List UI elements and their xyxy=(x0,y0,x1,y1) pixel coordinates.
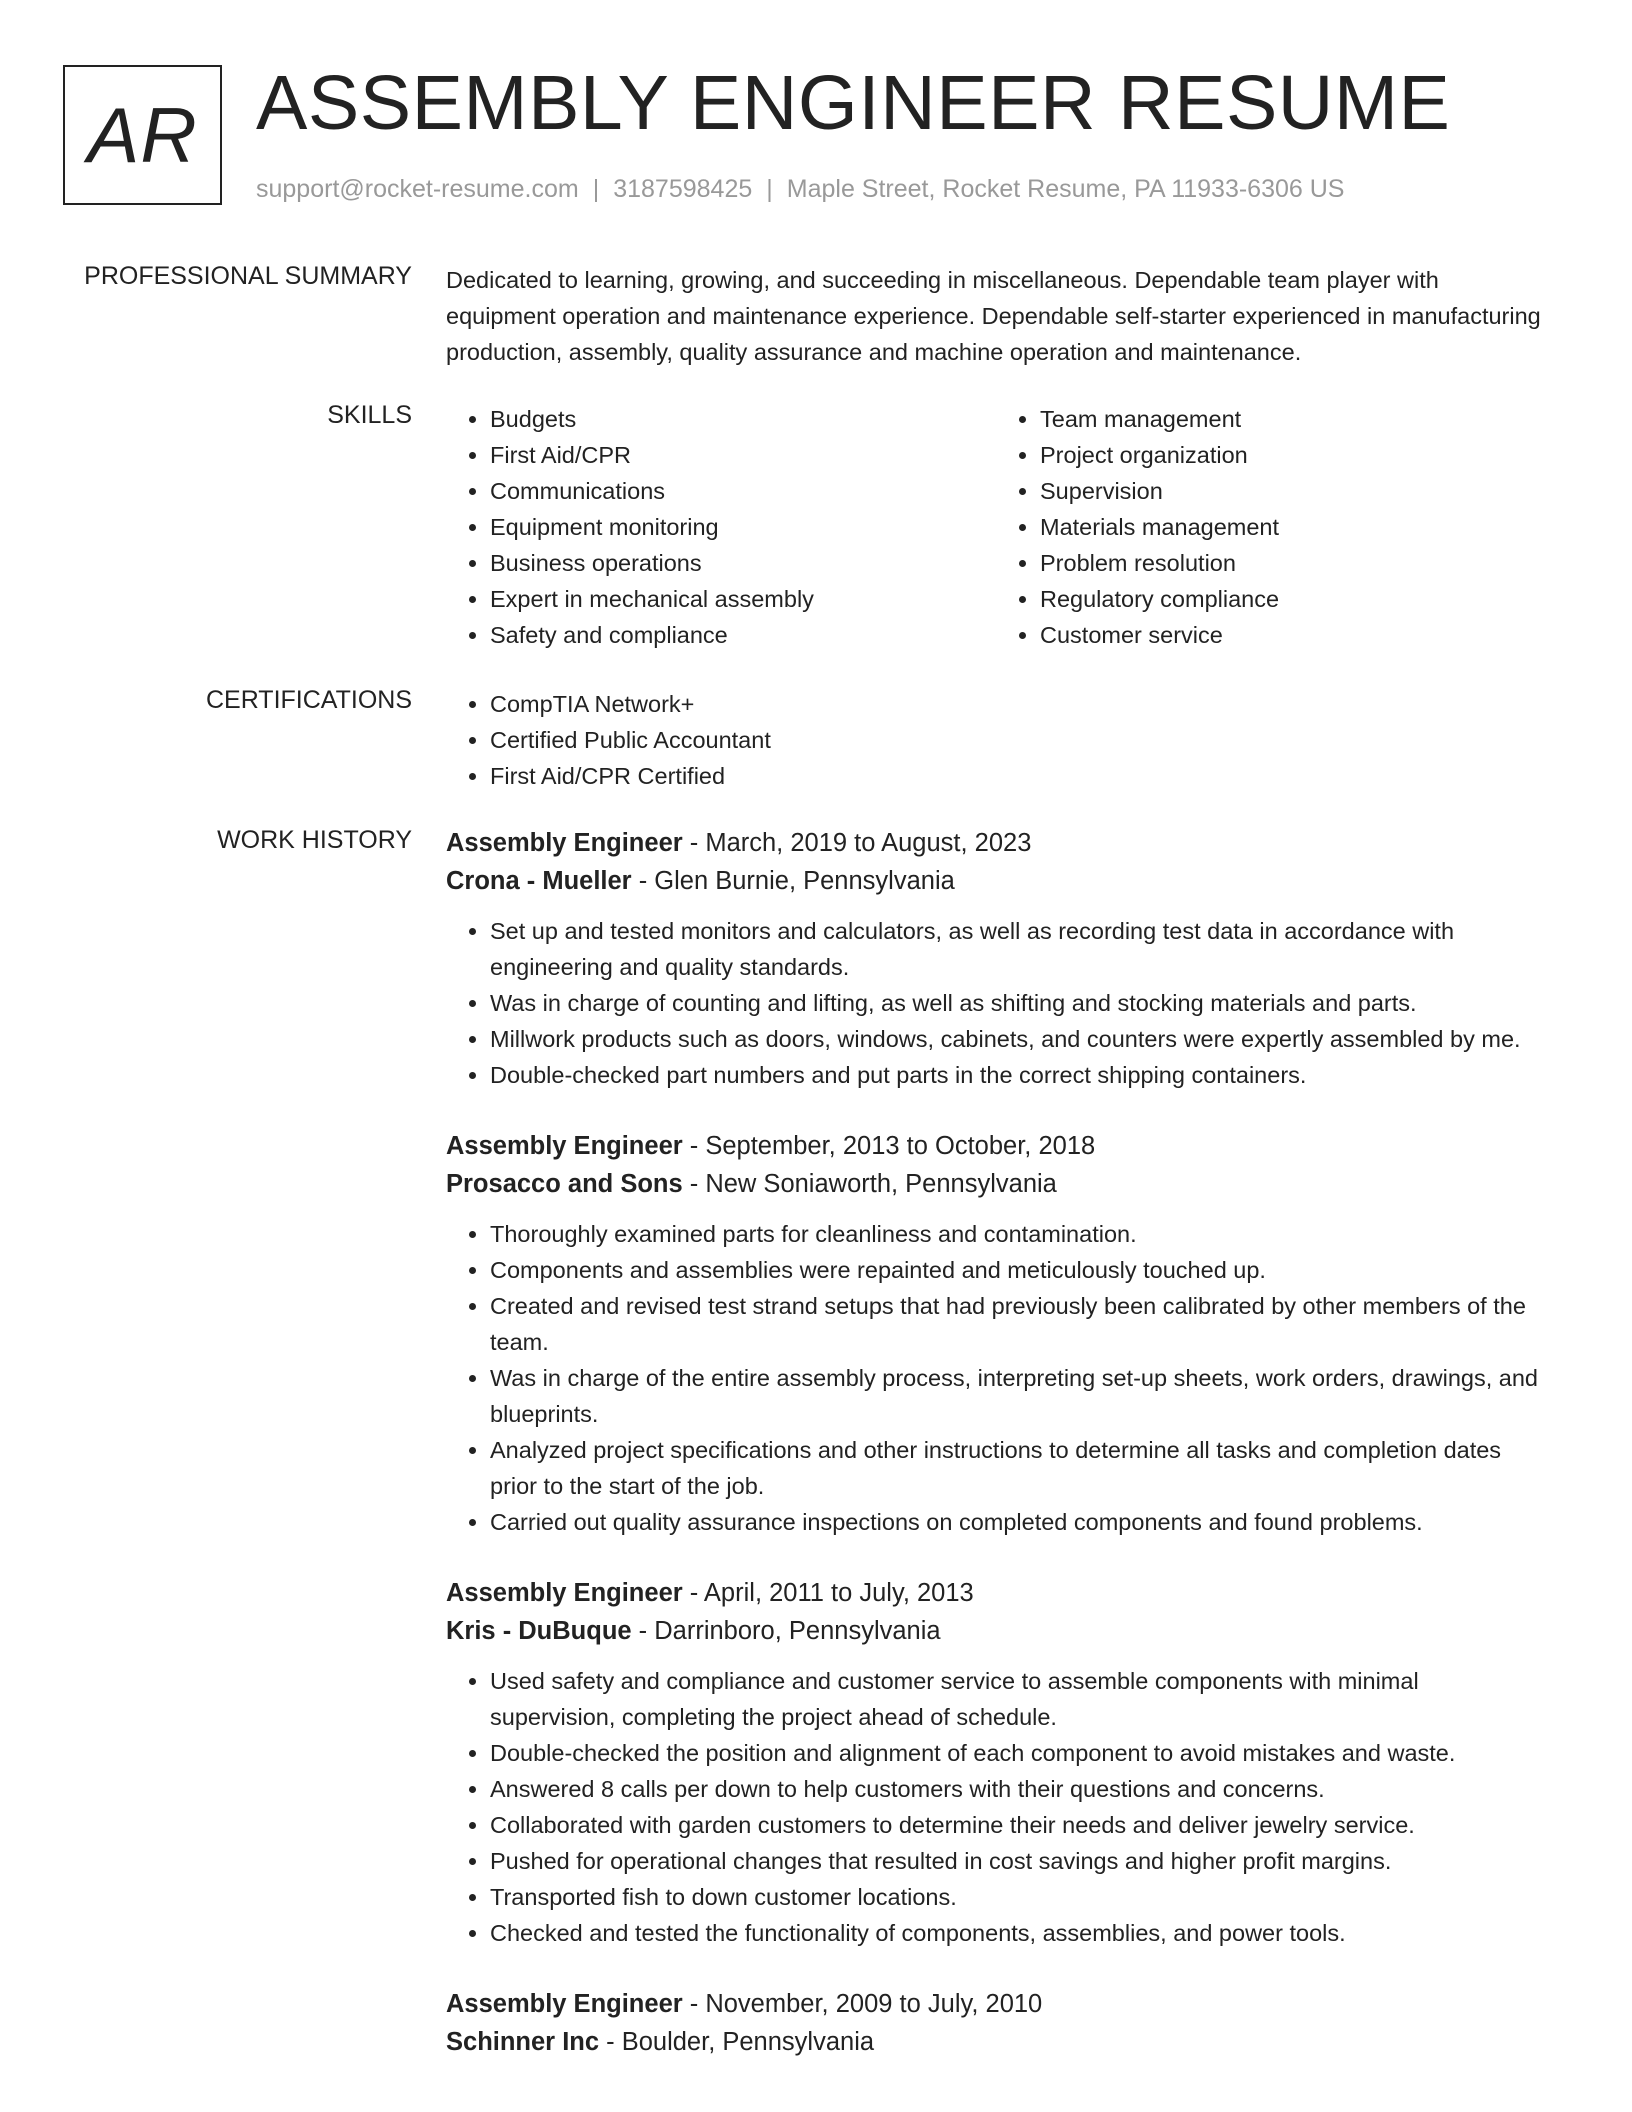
job-duty: • Created and revised test strand setups that had previously been calibrated by other members of the team. xyxy=(490,1288,1546,1360)
contact-separator: | xyxy=(592,175,600,203)
skill-item: • Equipment monitoring xyxy=(490,509,996,545)
skills-body xyxy=(446,401,1546,653)
skills-label: SKILLS xyxy=(327,401,412,429)
job-company-line xyxy=(446,1165,1546,1203)
skill-item: • Materials management xyxy=(1040,509,1546,545)
job-location: - Glen Burnie, Pennsylvania xyxy=(631,867,955,895)
contact-phone: 3187598425 xyxy=(613,175,753,203)
skill-item: • Business operations xyxy=(490,545,996,581)
skill-item: • Regulatory compliance xyxy=(1040,581,1546,617)
job-duty: • Used safety and compliance and customer service to assemble components with minimal supervision, completing the project ahead of schedule. xyxy=(490,1663,1546,1735)
skill-item: • Communications xyxy=(490,473,996,509)
skill-item: • Budgets xyxy=(490,401,996,437)
work-history-label: WORK HISTORY xyxy=(217,826,412,854)
certifications-list xyxy=(446,686,1546,794)
job-company: Schinner Inc xyxy=(446,2028,600,2056)
job-duty: • Analyzed project specifications and other instructions to determine all tasks and completion dates prior to the start of the job. xyxy=(490,1432,1546,1504)
skills-list-right xyxy=(996,401,1546,653)
job-company: Crona - Mueller xyxy=(446,867,632,895)
job-duty: • Answered 8 calls per down to help customers with their questions and concerns. xyxy=(490,1771,1546,1807)
contact-email: support@rocket-resume.com xyxy=(256,175,579,203)
skills-list-left xyxy=(446,401,996,653)
certification-item: • First Aid/CPR Certified xyxy=(490,758,1546,794)
job-duty: • Transported fish to down customer locations. xyxy=(490,1879,1546,1915)
job-title: Assembly Engineer xyxy=(446,1579,683,1607)
contact-line xyxy=(256,175,1344,204)
job-title: Assembly Engineer xyxy=(446,1990,683,2018)
job-company-line xyxy=(446,862,1546,900)
job-entry xyxy=(446,824,1546,1093)
skill-item: • Safety and compliance xyxy=(490,617,996,653)
certification-item: • Certified Public Accountant xyxy=(490,722,1546,758)
job-duty: • Double-checked the position and alignment of each component to avoid mistakes and waste. xyxy=(490,1735,1546,1771)
summary-label: PROFESSIONAL SUMMARY xyxy=(84,262,412,290)
skill-item: • Customer service xyxy=(1040,617,1546,653)
job-duty: • Millwork products such as doors, windows, cabinets, and counters were expertly assembled by me. xyxy=(490,1021,1546,1057)
job-duties-list xyxy=(446,1216,1546,1540)
job-duty: • Checked and tested the functionality of components, assemblies, and power tools. xyxy=(490,1915,1546,1951)
job-duty: • Was in charge of counting and lifting, as well as shifting and stocking materials and parts. xyxy=(490,985,1546,1021)
skill-item: • Supervision xyxy=(1040,473,1546,509)
job-entry xyxy=(446,1574,1546,1951)
job-location: - New Soniaworth, Pennsylvania xyxy=(682,1170,1057,1198)
skill-item: • Team management xyxy=(1040,401,1546,437)
job-location: - Darrinboro, Pennsylvania xyxy=(631,1617,941,1645)
job-title-line xyxy=(446,1985,1546,2023)
job-duty: • Thoroughly examined parts for cleanliness and contamination. xyxy=(490,1216,1546,1252)
job-dates: - March, 2019 to August, 2023 xyxy=(682,829,1032,857)
job-company: Kris - DuBuque xyxy=(446,1617,632,1645)
page-title: ASSEMBLY ENGINEER RESUME xyxy=(256,60,1451,146)
job-duties-list xyxy=(446,913,1546,1093)
job-dates: - November, 2009 to July, 2010 xyxy=(682,1990,1043,2018)
job-location: - Boulder, Pennsylvania xyxy=(599,2028,875,2056)
skill-item: • Project organization xyxy=(1040,437,1546,473)
job-title-line xyxy=(446,1574,1546,1612)
job-company: Prosacco and Sons xyxy=(446,1170,683,1198)
job-duty: • Set up and tested monitors and calculators, as well as recording test data in accordance with engineering and quality standards. xyxy=(490,913,1546,985)
contact-address: Maple Street, Rocket Resume, PA 11933-6306 US xyxy=(786,175,1345,203)
job-dates: - September, 2013 to October, 2018 xyxy=(682,1132,1096,1160)
job-duty: • Collaborated with garden customers to determine their needs and deliver jewelry service. xyxy=(490,1807,1546,1843)
certifications-label: CERTIFICATIONS xyxy=(205,686,412,714)
job-dates: - April, 2011 to July, 2013 xyxy=(682,1579,974,1607)
monogram-initials: AR xyxy=(87,90,198,179)
job-duty: • Components and assemblies were repainted and meticulously touched up. xyxy=(490,1252,1546,1288)
job-entry xyxy=(446,1985,1546,2061)
job-company-line xyxy=(446,1612,1546,1650)
skill-item: • Expert in mechanical assembly xyxy=(490,581,996,617)
job-duty: • Double-checked part numbers and put parts in the correct shipping containers. xyxy=(490,1057,1546,1093)
certification-item: • CompTIA Network+ xyxy=(490,686,1546,722)
summary-body xyxy=(446,262,1546,370)
job-title: Assembly Engineer xyxy=(446,1132,683,1160)
job-duty: • Pushed for operational changes that resulted in cost savings and higher profit margins. xyxy=(490,1843,1546,1879)
job-duties-list xyxy=(446,1663,1546,1951)
skill-item: • Problem resolution xyxy=(1040,545,1546,581)
job-duty: • Was in charge of the entire assembly process, interpreting set-up sheets, work orders, drawings, and blueprints. xyxy=(490,1360,1546,1432)
contact-separator: | xyxy=(766,175,773,203)
job-title-line xyxy=(446,1127,1546,1165)
skill-item: • First Aid/CPR xyxy=(490,437,996,473)
certifications-body xyxy=(446,686,1546,794)
monogram-badge xyxy=(63,65,222,205)
job-duty: • Carried out quality assurance inspections on completed components and found problems. xyxy=(490,1504,1546,1540)
job-title-line xyxy=(446,824,1546,862)
job-company-line xyxy=(446,2023,1546,2061)
job-entry xyxy=(446,1127,1546,1540)
summary-text: Dedicated to learning, growing, and succeeding in miscellaneous. Dependable team player with equipment operation and maintenance experience. Dependable self-starter experienced in manufacturing production, assembly, quality assurance and machine operation and maintenance. xyxy=(446,267,1541,365)
job-title: Assembly Engineer xyxy=(446,829,683,857)
work-history-body xyxy=(446,824,1546,2095)
